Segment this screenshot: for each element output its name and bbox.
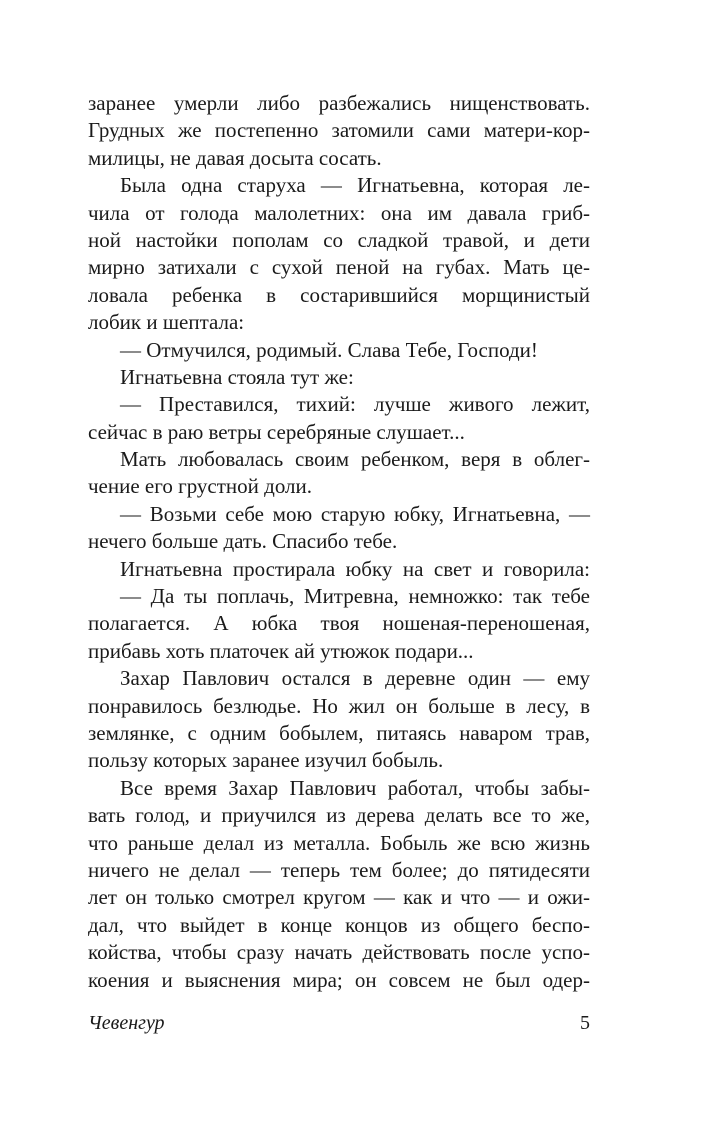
- text-line: койства, чтобы сразу начать действовать после успо-: [88, 940, 590, 965]
- text-line: коения и выяснения мира; он совсем не был одер-: [88, 967, 590, 992]
- text-line: заранее умерли либо разбежались нищенствовать.: [88, 91, 590, 115]
- text-line: сейчас в раю ветры серебряные слушает...: [88, 419, 465, 444]
- text-line: Была одна старуха — Игнатьевна, которая ле-: [120, 173, 590, 198]
- text-line: чила от голода малолетних: она им давала гриб-: [88, 200, 590, 225]
- running-footer-title: Чевенгур: [88, 1012, 165, 1034]
- page-number: 5: [580, 1012, 590, 1034]
- text-line: Все время Захар Павлович работал, чтобы забы-: [120, 775, 590, 800]
- text-line: лобик и шептала:: [88, 310, 245, 335]
- text-line: пользу которых заранее изучил бобыль.: [88, 748, 444, 773]
- page-body-text: [88, 90, 590, 994]
- text-line: мирно затихали с сухой пеной на губах. Мать це-: [88, 255, 590, 280]
- text-line: полагается. А юбка твоя ношеная-переношеная,: [88, 611, 590, 636]
- text-line: прибавь хоть платочек ай утюжок подари...: [88, 638, 474, 663]
- text-line: нечего больше дать. Спасибо тебе.: [88, 529, 398, 554]
- text-line: ной настойки пополам со сладкой травой, и дети: [88, 227, 590, 252]
- text-line: Мать любовалась своим ребенком, веря в облег-: [120, 447, 590, 472]
- text-line: лет он только смотрел кругом — как и что — и ожи-: [88, 885, 590, 910]
- text-line: что раньше делал из металла. Бобыль же всю жизнь: [88, 830, 590, 855]
- text-line: ничего не делал — теперь тем более; до пятидесяти: [88, 857, 590, 882]
- text-line: Игнатьевна стояла тут же:: [120, 364, 354, 389]
- text-line: — Возьми себе мою старую юбку, Игнатьевна, —: [120, 501, 590, 526]
- text-line: понравилось безлюдье. Но жил он больше в лесу, в: [88, 693, 590, 718]
- text-line: Захар Павлович остался в деревне один — ему: [120, 666, 590, 691]
- text-line: милицы, не давая досыта сосать.: [88, 145, 382, 170]
- text-line: Игнатьевна простирала юбку на свет и говорила:: [120, 556, 590, 581]
- text-line: Грудных же постепенно затомили сами матери-кор-: [88, 118, 590, 143]
- text-line: вать голод, и приучился из дерева делать все то же,: [88, 803, 590, 828]
- text-line: ловала ребенка в состарившийся морщинистый: [88, 282, 590, 307]
- text-line: чение его грустной доли.: [88, 474, 313, 499]
- text-line: — Отмучился, родимый. Слава Тебе, Господи!: [120, 337, 538, 362]
- text-line: дал, что выйдет в конце концов из общего беспо-: [88, 912, 590, 937]
- text-line: — Да ты поплачь, Митревна, немножко: так тебе: [120, 584, 590, 609]
- text-line: землянке, с одним бобылем, питаясь наваром трав,: [88, 720, 590, 745]
- text-line: — Преставился, тихий: лучше живого лежит,: [120, 392, 590, 417]
